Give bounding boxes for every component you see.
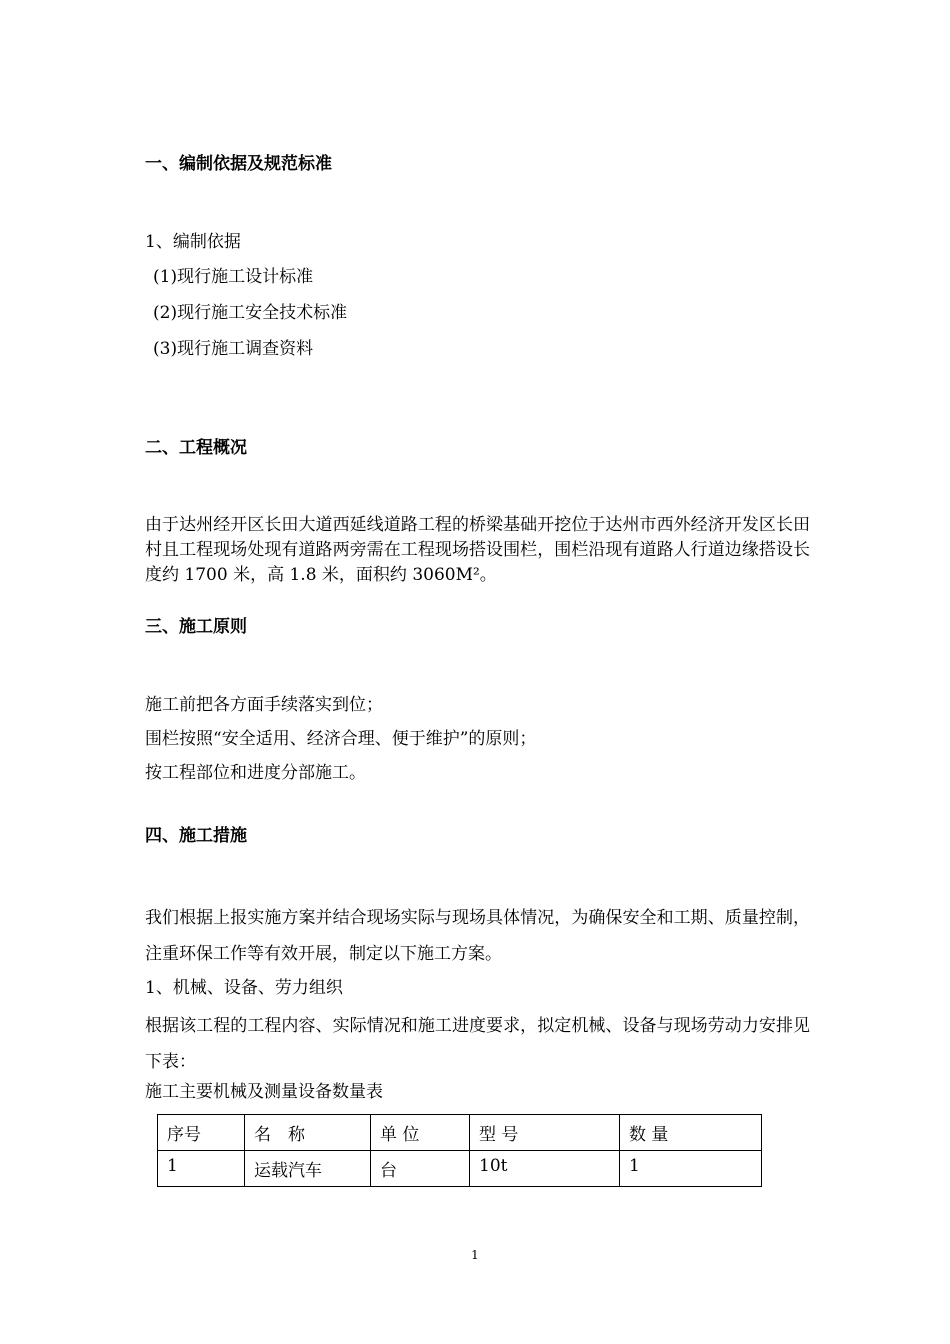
section-heading-2: 二、工程概况 xyxy=(145,438,247,458)
list-item: (2)现行施工安全技术标准 xyxy=(153,303,348,323)
table-cell: 运载汽车 xyxy=(245,1151,371,1187)
principle-line: 施工前把各方面手续落实到位； xyxy=(145,695,383,715)
subheading-basis: 1、编制依据 xyxy=(145,232,241,252)
measures-paragraph: 我们根据上报实施方案并结合现场实际与现场具体情况，为确保安全和工期、质量控制，注重环保工作等有效开展，制定以下施工方案。 xyxy=(145,908,810,964)
subheading-machinery: 1、机械、设备、劳力组织 xyxy=(145,978,343,998)
equipment-table xyxy=(157,1114,762,1187)
list-item: (3)现行施工调查资料 xyxy=(153,339,314,359)
section-heading-3: 三、施工原则 xyxy=(145,617,247,637)
page-number: 1 xyxy=(471,1248,479,1262)
principle-line: 围栏按照“安全适用、经济合理、便于维护”的原则； xyxy=(145,729,537,749)
table-cell: 10t xyxy=(470,1151,620,1187)
table-header-cell: 型 号 xyxy=(470,1115,620,1151)
table-caption: 施工主要机械及测量设备数量表 xyxy=(145,1082,383,1102)
table-row xyxy=(158,1151,762,1187)
machinery-paragraph: 根据该工程的工程内容、实际情况和施工进度要求，拟定机械、设备与现场劳动力安排见下表： xyxy=(145,1016,810,1072)
table-header-row xyxy=(158,1115,762,1151)
section-heading-1: 一、编制依据及规范标准 xyxy=(145,154,332,174)
principle-line: 按工程部位和进度分部施工。 xyxy=(145,763,366,783)
overview-paragraph: 由于达州经开区长田大道西延线道路工程的桥梁基础开挖位于达州市西外经济开发区长田村且工程现场处现有道路两旁需在工程现场搭设围栏，围栏沿现有道路人行道边缘搭设长度约 1700 米，高 1.8 米，面积约 3060M²。 xyxy=(145,515,810,585)
list-item: (1)现行施工设计标准 xyxy=(153,267,314,287)
table-cell: 台 xyxy=(371,1151,470,1187)
table-cell: 1 xyxy=(158,1151,245,1187)
table-header-cell: 数 量 xyxy=(620,1115,762,1151)
table-header-cell: 序号 xyxy=(158,1115,245,1151)
table-header-cell: 单 位 xyxy=(371,1115,470,1151)
section-heading-4: 四、施工措施 xyxy=(145,826,247,846)
table-cell: 1 xyxy=(620,1151,762,1187)
table-header-cell: 名 称 xyxy=(245,1115,371,1151)
